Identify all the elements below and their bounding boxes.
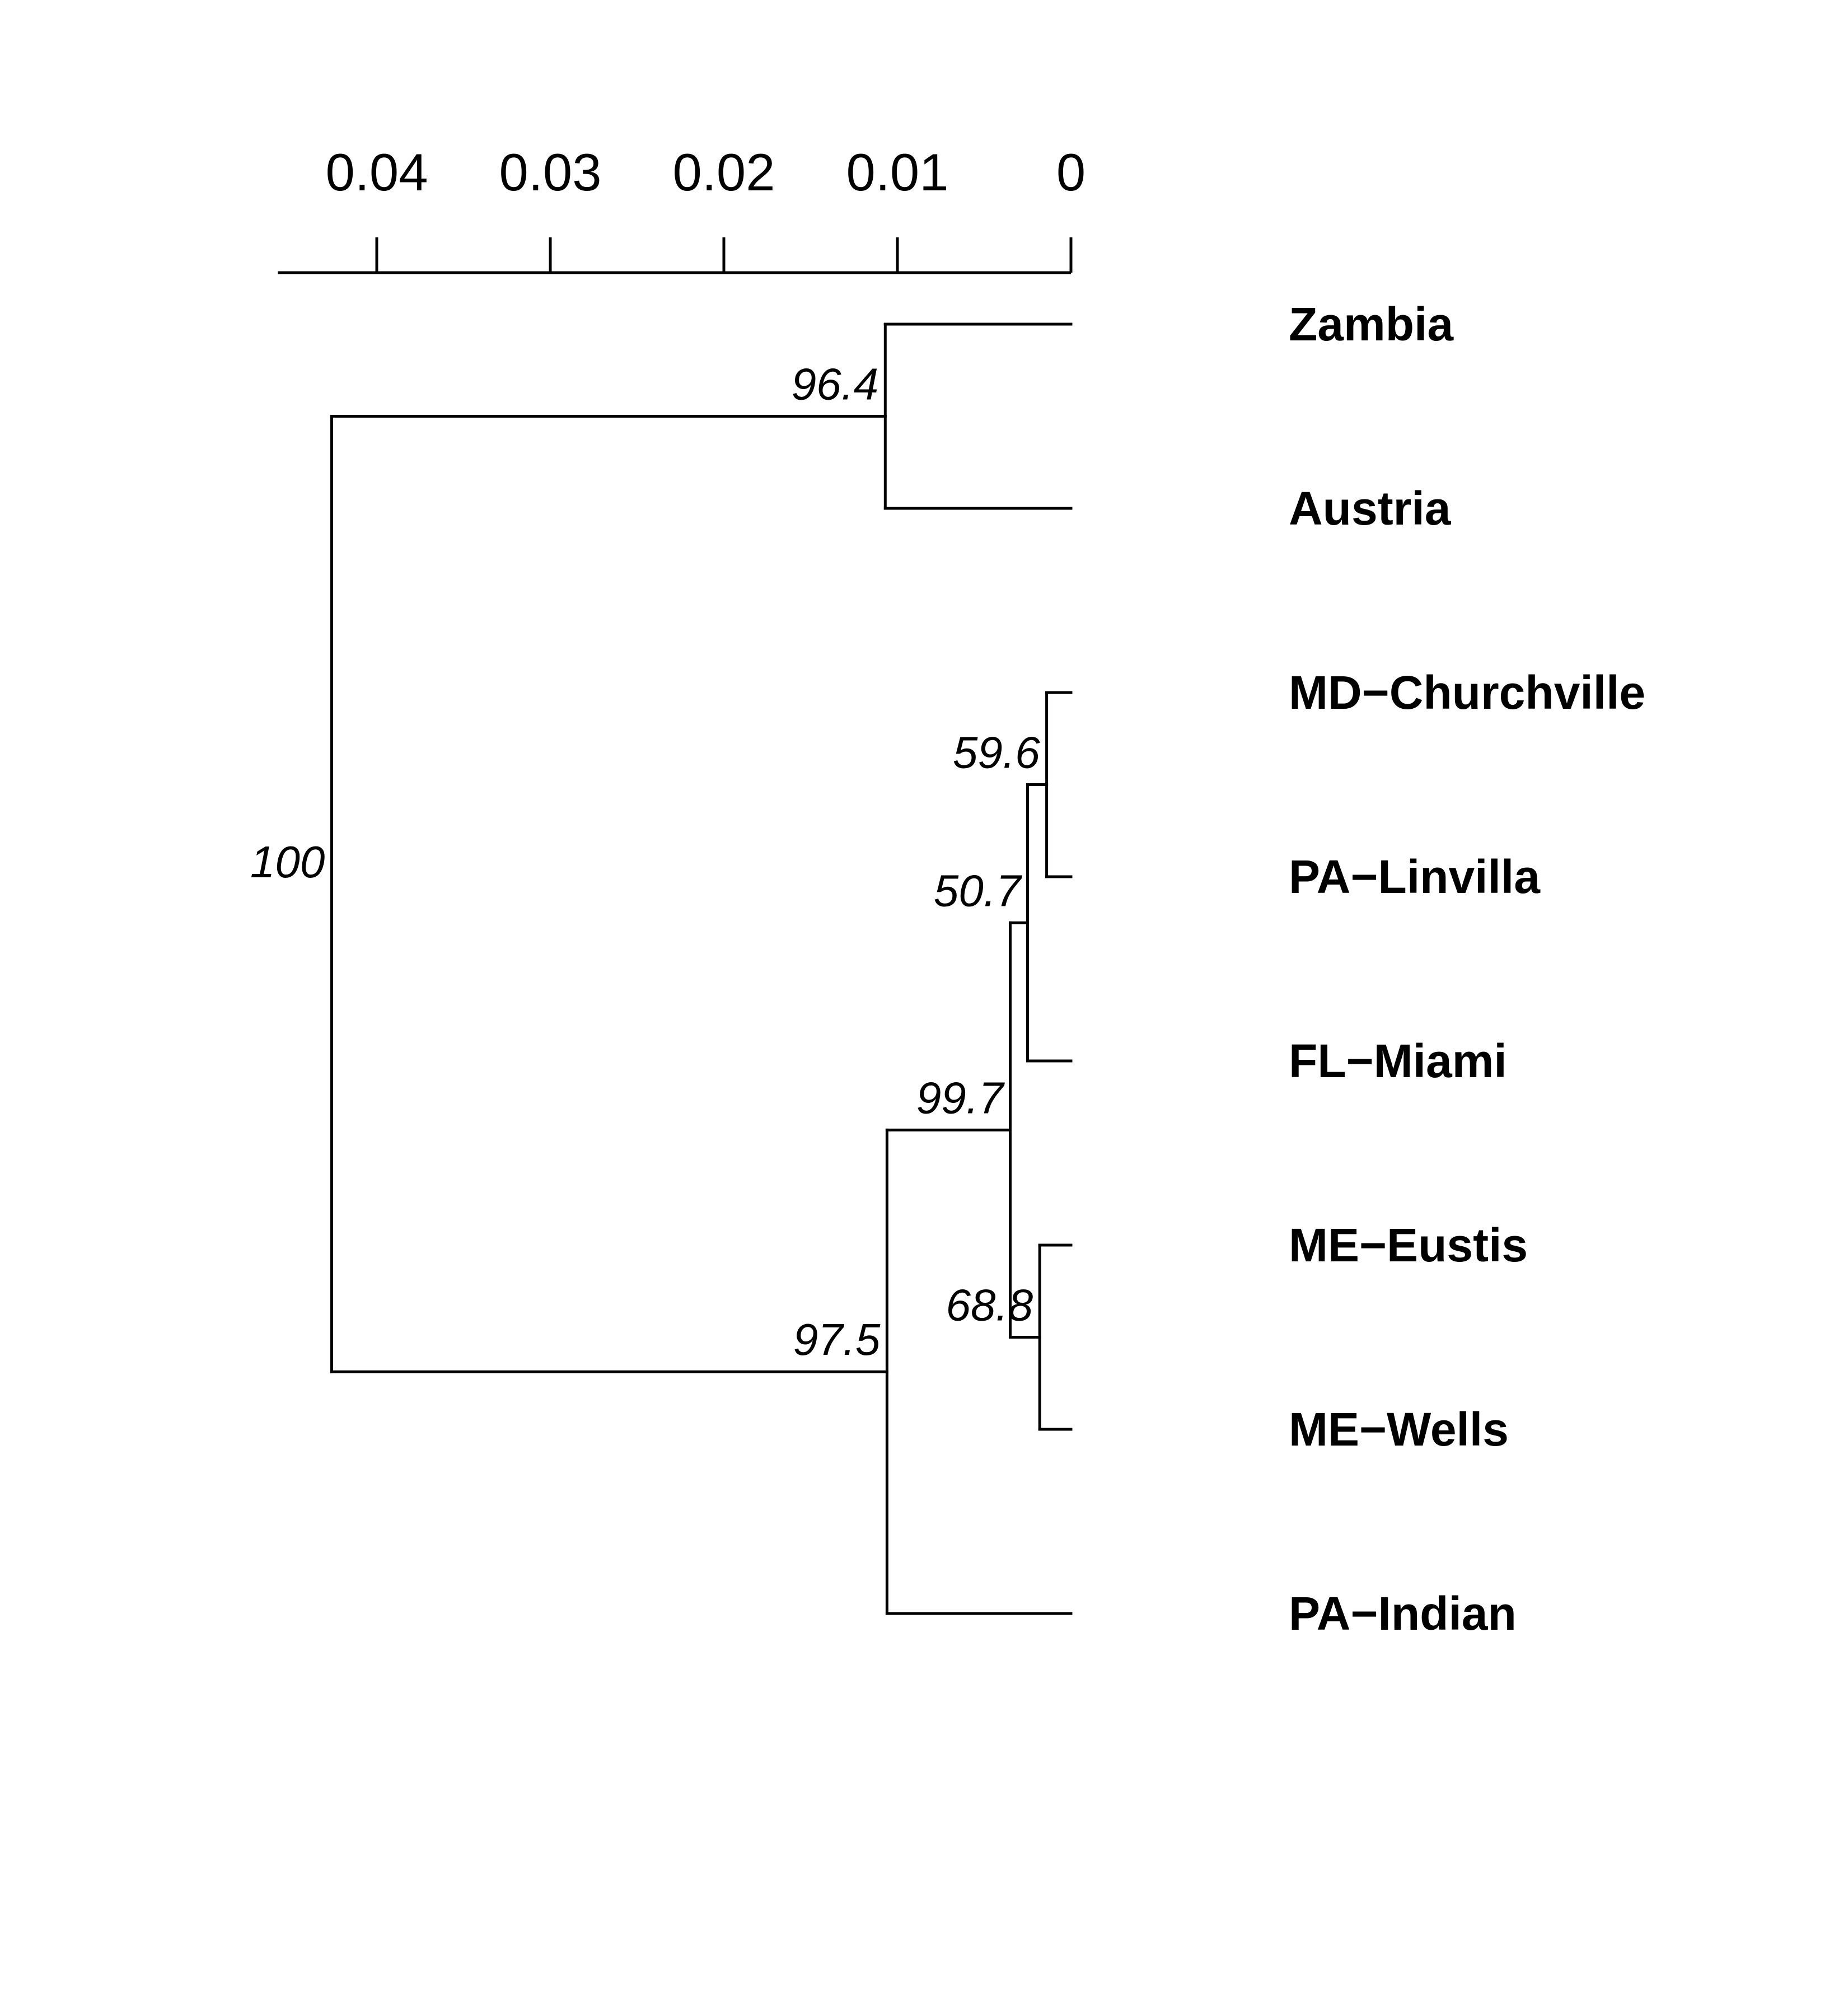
leaf-label-md-churchville: MD−Churchville xyxy=(1289,666,1646,719)
axis-tick-label: 0.03 xyxy=(499,143,602,202)
tree-branches xyxy=(331,324,1071,1613)
support-label: 97.5 xyxy=(793,1315,881,1365)
distance-axis xyxy=(278,143,1086,273)
leaf-label-fl-miami: FL−Miami xyxy=(1289,1035,1507,1087)
leaf-label-austria: Austria xyxy=(1289,482,1451,535)
axis-tick-label: 0.01 xyxy=(846,143,949,202)
support-values xyxy=(250,359,1040,1365)
leaf-label-me-wells: ME−Wells xyxy=(1289,1403,1509,1456)
support-label: 99.7 xyxy=(916,1073,1004,1123)
axis-tick-label: 0 xyxy=(1056,143,1086,202)
support-label: 100 xyxy=(250,836,325,887)
support-label: 68.8 xyxy=(946,1280,1033,1330)
leaf-label-zambia: Zambia xyxy=(1289,298,1454,350)
support-label: 50.7 xyxy=(933,866,1021,916)
axis-tick-label: 0.04 xyxy=(325,143,428,202)
support-label: 59.6 xyxy=(952,727,1040,778)
support-label: 96.4 xyxy=(791,359,879,409)
leaf-label-me-eustis: ME−Eustis xyxy=(1289,1219,1528,1271)
leaf-labels xyxy=(1289,298,1645,1640)
leaf-label-pa-linvilla: PA−Linvilla xyxy=(1289,850,1540,903)
axis-tick-label: 0.02 xyxy=(672,143,775,202)
leaf-label-pa-indian: PA−Indian xyxy=(1289,1587,1517,1640)
